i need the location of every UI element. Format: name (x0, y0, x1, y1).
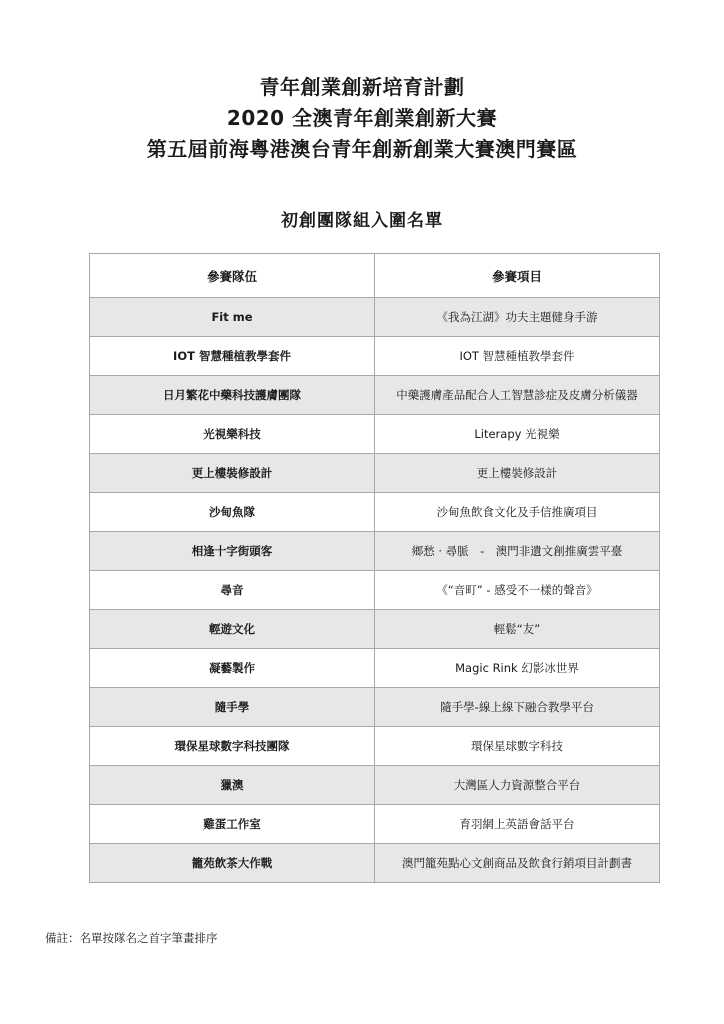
table-row (90, 454, 660, 493)
title-line-division: 第五屆前海粵港澳台青年創新創業大賽澳門賽區 (146, 137, 578, 161)
team-cell: 隨手學 (90, 688, 375, 727)
column-header-project: 參賽項目 (375, 254, 660, 298)
project-cell: 中藥護膚產品配合人工智慧診症及皮膚分析儀器 (375, 376, 660, 415)
project-cell: IOT 智慧種植教學套件 (375, 337, 660, 376)
team-cell: 獵澳 (90, 766, 375, 805)
project-cell: 更上樓裝修設計 (375, 454, 660, 493)
title-line-competition: 2020 全澳青年創業創新大賽 (226, 106, 498, 130)
table-row (90, 298, 660, 337)
project-cell: 《我為江湖》功夫主題健身手游 (375, 298, 660, 337)
team-cell: 更上樓裝修設計 (90, 454, 375, 493)
table-header-row (90, 254, 660, 298)
project-cell: 沙甸魚飲食文化及手信推廣項目 (375, 493, 660, 532)
project-cell: 環保星球數字科技 (375, 727, 660, 766)
table-row (90, 493, 660, 532)
project-cell: 鄉愁 · 尋脈 - 澳門非遺文創推廣雲平臺 (375, 532, 660, 571)
team-cell: 日月繁花中藥科技護膚團隊 (90, 376, 375, 415)
table-row (90, 649, 660, 688)
table-row (90, 727, 660, 766)
table-row (90, 337, 660, 376)
project-cell: 育羽網上英語會話平台 (375, 805, 660, 844)
table-row (90, 571, 660, 610)
team-cell: 籠苑飲茶大作戰 (90, 844, 375, 883)
table-row (90, 688, 660, 727)
team-cell: IOT 智慧種植教學套件 (90, 337, 375, 376)
team-cell: 沙甸魚隊 (90, 493, 375, 532)
footnote: 備註：名單按隊名之首字筆畫排序 (45, 931, 218, 945)
list-subtitle: 初創團隊組入圍名單 (281, 211, 443, 231)
team-cell: 雞蛋工作室 (90, 805, 375, 844)
table-row (90, 844, 660, 883)
team-cell: 凝藝製作 (90, 649, 375, 688)
project-cell: 輕鬆“友” (375, 610, 660, 649)
project-cell: 隨手學-線上線下融合教學平台 (375, 688, 660, 727)
table-row (90, 610, 660, 649)
finalist-table (89, 253, 660, 883)
table-row (90, 805, 660, 844)
title-block (0, 72, 724, 165)
table-row (90, 766, 660, 805)
team-cell: Fit me (90, 298, 375, 337)
project-cell: Literapy 光視樂 (375, 415, 660, 454)
project-cell: Magic Rink 幻影冰世界 (375, 649, 660, 688)
team-cell: 尋音 (90, 571, 375, 610)
table-row (90, 415, 660, 454)
table-row (90, 376, 660, 415)
title-line-program: 青年創業創新培育計劃 (259, 75, 465, 99)
table-row (90, 532, 660, 571)
project-cell: 大灣區人力資源整合平台 (375, 766, 660, 805)
project-cell: 《“音町” - 感受不一樣的聲音》 (375, 571, 660, 610)
team-cell: 光視樂科技 (90, 415, 375, 454)
team-cell: 輕遊文化 (90, 610, 375, 649)
project-cell: 澳門籠苑點心文創商品及飲食行銷項目計劃書 (375, 844, 660, 883)
column-header-team: 參賽隊伍 (90, 254, 375, 298)
team-cell: 相逢十字街頭客 (90, 532, 375, 571)
team-cell: 環保星球數字科技團隊 (90, 727, 375, 766)
